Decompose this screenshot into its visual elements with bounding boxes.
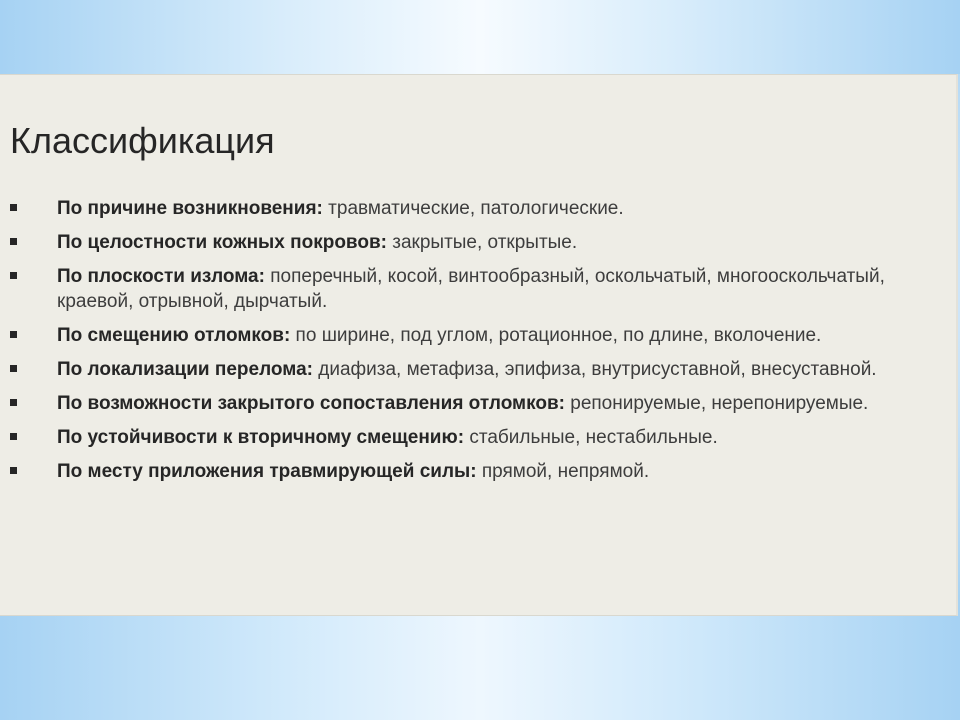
item-detail-text: травматические, патологические.: [322, 198, 624, 219]
square-bullet-icon: [10, 331, 17, 338]
item-lead-text: По локализации перелома:: [57, 359, 313, 380]
square-bullet-icon: [10, 467, 17, 474]
item-lead-text: По смещению отломков:: [57, 325, 291, 346]
square-bullet-icon: [10, 365, 17, 372]
list-item: [0, 196, 958, 221]
square-bullet-icon: [10, 238, 17, 245]
square-bullet-icon: [10, 433, 17, 440]
item-detail-text: диафиза, метафиза, эпифиза, внутрисуставной, внесуставной.: [312, 359, 877, 380]
list-item: [0, 425, 958, 450]
square-bullet-icon: [10, 204, 17, 211]
item-lead-text: По целостности кожных покровов:: [57, 232, 387, 253]
item-detail-text: по ширине, под углом, ротационное, по длине, вколочение.: [290, 325, 822, 346]
list-item: [0, 391, 958, 416]
list-item: [0, 357, 958, 382]
item-detail-text: стабильные, нестабильные.: [464, 427, 718, 448]
item-detail-text: репонируемые, нерепонируемые.: [564, 393, 869, 414]
list-item: [0, 230, 958, 255]
item-lead-text: По устойчивости к вторичному смещению:: [57, 427, 465, 448]
list-item: [0, 323, 958, 348]
list-item: [0, 459, 958, 484]
item-lead-text: По плоскости излома:: [57, 266, 265, 287]
classification-list: [0, 196, 958, 493]
item-detail-text: поперечный, косой, винтообразный, оскольчатый, многооскольчатый, краевой, отрывной, дырчатый.: [57, 266, 885, 312]
top-background-band: [0, 0, 960, 74]
item-lead-text: По причине возникновения:: [57, 198, 323, 219]
item-lead-text: По возможности закрытого сопоставления отломков:: [57, 393, 565, 414]
square-bullet-icon: [10, 399, 17, 406]
item-detail-text: прямой, непрямой.: [476, 461, 650, 482]
list-item: [0, 264, 958, 314]
item-detail-text: закрытые, открытые.: [386, 232, 578, 253]
bottom-background-band: [0, 616, 960, 720]
slide-title: Классификация: [10, 120, 275, 161]
slide-content-panel: [0, 74, 958, 616]
item-lead-text: По месту приложения травмирующей силы:: [57, 461, 477, 482]
square-bullet-icon: [10, 272, 17, 279]
